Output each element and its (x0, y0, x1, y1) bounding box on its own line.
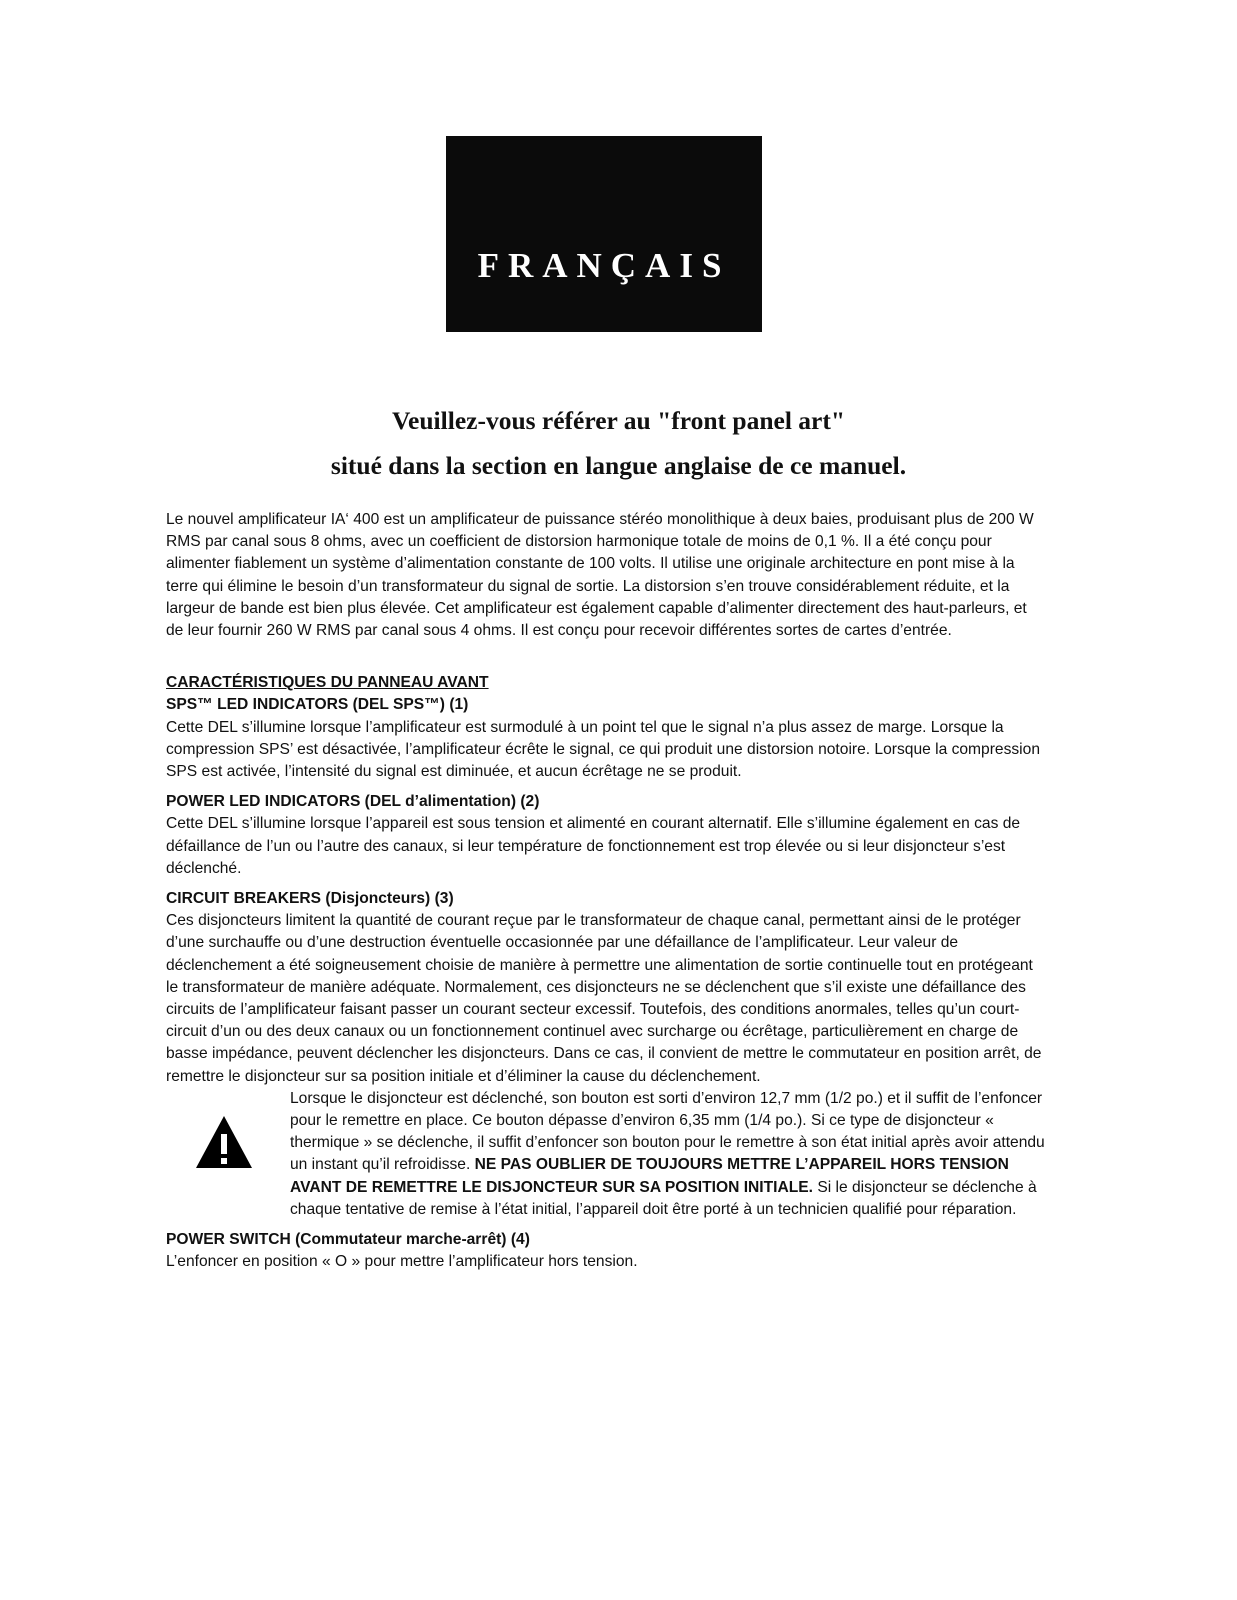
warning-text (290, 1088, 1046, 1221)
warning-text-after: Si le disjoncteur se déclenche à chaque tentative de remise à l’état initial, l’appareil doit être porté à un technicien qualifié pour réparation. (290, 1178, 1037, 1218)
item-heading-sps: SPS™ LED INDICATORS (DEL SPS™) (1) (166, 696, 469, 714)
intro-paragraph: Le nouvel amplificateur IA‘ 400 est un amplificateur de puissance stéréo monolithique à deux baies, produisant plus de 200 W RMS par canal sous 8 ohms, avec un coefficient de distorsion harmonique totale de moins de 0,1 %. Il a été conçu pour alimenter fiablement un système d’alimentation constante de 100 volts. Il utilise une originale architecture en pont mise à la terre qui élimine le besoin d’un transformateur du signal de sortie. La distorsion s’en trouve considérablement réduite, et la largeur de bande est bien plus élevée. Cet amplificateur est également capable d’alimenter directement des haut-parleurs, et de leur fournir 260 W RMS par canal sous 4 ohms. Il est conçu pour recevoir différentes sortes de cartes d’entrée. (166, 511, 1034, 640)
item-body-circuit-breakers: Ces disjoncteurs limitent la quantité de courant reçue par le transformateur de chaque canal, permettant ainsi de le protéger d’une surchauffe ou d’une destruction éventuelle occasionnée par une défaillance de l’amplificateur. Leur valeur de déclenchement a été soigneusement choisie de manière à permettre une alimentation de sortie continuelle tout en protégeant le transformateur de manière adéquate. Normalement, ces disjoncteurs ne se déclenchent que s’il existe une défaillance des circuits de l’amplificateur faisant passer un courant secteur excessif. Toutefois, des conditions anormales, telles qu’un court-circuit d’un ou des deux canaux ou un fonctionnement continuel avec surcharge ou écrêtage, particulièrement en charge de basse impédance, peuvent déclencher les disjoncteurs. Dans ce cas, il convient de mettre le commutateur en position arrêt, de remettre le disjoncteur sur sa position initiale et d’éliminer la cause du déclenchement. (166, 912, 1042, 1085)
item-body-power-switch: L’enfoncer en position « O » pour mettre l’amplificateur hors tension. (166, 1253, 638, 1271)
warning-text-bold: NE PAS OUBLIER DE TOUJOURS METTRE L’APPAREIL HORS TENSION AVANT DE REMETTRE LE DISJONCTEUR SUR SA POSITION INITIALE. (290, 1156, 1009, 1196)
item-body-power-led: Cette DEL s’illumine lorsque l’appareil est sous tension et alimenté en courant alternatif. Elle s’illumine également en cas de défaillance de l’un ou l’autre des canaux, si leur température de fonctionnement est trop élevée ou si leur disjoncteur s’est déclenché. (166, 815, 1021, 877)
subtitle-line-2: situé dans la section en langue anglaise de ce manuel. (330, 451, 907, 480)
item-heading-power-switch: POWER SWITCH (Commutateur marche-arrêt) (4) (166, 1231, 530, 1249)
warning-block (166, 1088, 1046, 1221)
page-subtitle (0, 398, 1237, 488)
item-heading-power-led: POWER LED INDICATORS (DEL d’alimentation) (2) (166, 793, 540, 811)
warning-text-before: Lorsque le disjoncteur est déclenché, son bouton est sorti d’environ 12,7 mm (1/2 po.) et il suffit de l’enfoncer pour le remettre en place. Ce bouton dépasse d’environ 6,35 mm (1/4 po.). Si ce type de disjoncteur « thermique » se déclenche, il suffit d’enfoncer son bouton pour le remettre à son état initial après avoir attendu un instant qu’il refroidisse. (290, 1089, 1045, 1174)
warning-triangle-icon (166, 1088, 290, 1221)
document-body (166, 509, 1046, 1274)
subtitle-line-1: Veuillez-vous référer au "front panel art" (391, 406, 845, 435)
item-heading-circuit-breakers: CIRCUIT BREAKERS (Disjoncteurs) (3) (166, 890, 454, 908)
language-banner (446, 136, 762, 332)
section-heading: CARACTÉRISTIQUES DU PANNEAU AVANT (166, 674, 489, 692)
banner-title: FRANÇAIS (477, 246, 731, 285)
item-body-sps: Cette DEL s’illumine lorsque l’amplificateur est surmodulé à un point tel que le signal n’a plus assez de marge. Lorsque la compression SPS’ est désactivée, l’amplificateur écrête le signal, ce qui produit une distorsion notoire. Lorsque la compression SPS est activée, l’intensité du signal est diminuée, et aucun écrêtage ne se produit. (166, 718, 1040, 781)
